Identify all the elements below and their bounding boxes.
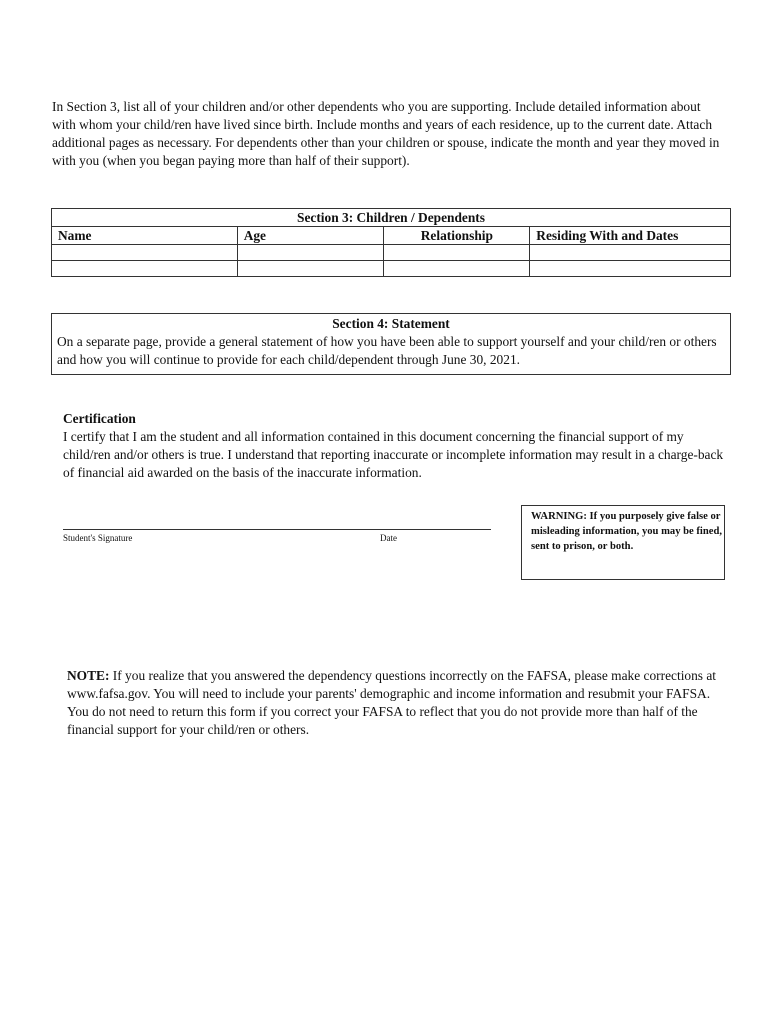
column-header-residing: Residing With and Dates [530,227,731,245]
signature-label: Student's Signature [63,533,133,543]
residing-cell[interactable] [530,245,731,261]
column-header-name: Name [52,227,238,245]
date-label: Date [380,533,397,543]
certification-title: Certification [63,411,136,426]
age-cell[interactable] [237,261,384,277]
section3-title: Section 3: Children / Dependents [52,209,731,227]
residing-cell[interactable] [530,261,731,277]
relationship-cell[interactable] [384,261,530,277]
section4-box [51,313,731,375]
column-header-age: Age [237,227,384,245]
note-text: If you realize that you answered the dependency questions incorrectly on the FAFSA, please make corrections at www.fafsa.gov. You will need to include your parents' demographic and income information and resubmit your FAFSA. You do not need to return this form if you correct your FAFSA to reflect that you do not provide more than half of the financial support for your child/ren or others. [67,668,717,737]
section4-body: On a separate page, provide a general statement of how you have been able to support yourself and your child/ren or others and how you will continue to provide for each child/dependent through June 30, 2021. [57,334,717,367]
note-label: NOTE: [67,668,110,683]
certification-block [63,410,728,482]
section4-title: Section 4: Statement [332,316,450,331]
table-row [52,261,731,277]
warning-box: WARNING: If you purposely give false or misleading information, you may be fined, sent to prison, or both. [521,505,725,580]
table-row [52,245,731,261]
note-paragraph [67,667,727,739]
column-header-relationship: Relationship [384,227,530,245]
name-cell[interactable] [52,245,238,261]
relationship-cell[interactable] [384,245,530,261]
instructions-paragraph: In Section 3, list all of your children and/or other dependents who you are supporting. Include detailed information about with whom your child/ren have lived since birth. Include months and years of each residence, up to the current date. Attach additional pages as necessary. For dependents other than your children or spouse, indicate the month and year they moved in with you (when you began paying more than half of their support). [52,99,720,168]
name-cell[interactable] [52,261,238,277]
age-cell[interactable] [237,245,384,261]
signature-line[interactable] [63,529,491,530]
section3-table [51,208,731,277]
certification-body: I certify that I am the student and all information contained in this document concerning the financial support of my child/ren and/or others is true. I understand that reporting inaccurate or incomplete information may result in a charge-back of financial aid awarded on the basis of the inaccurate information. [63,429,724,480]
